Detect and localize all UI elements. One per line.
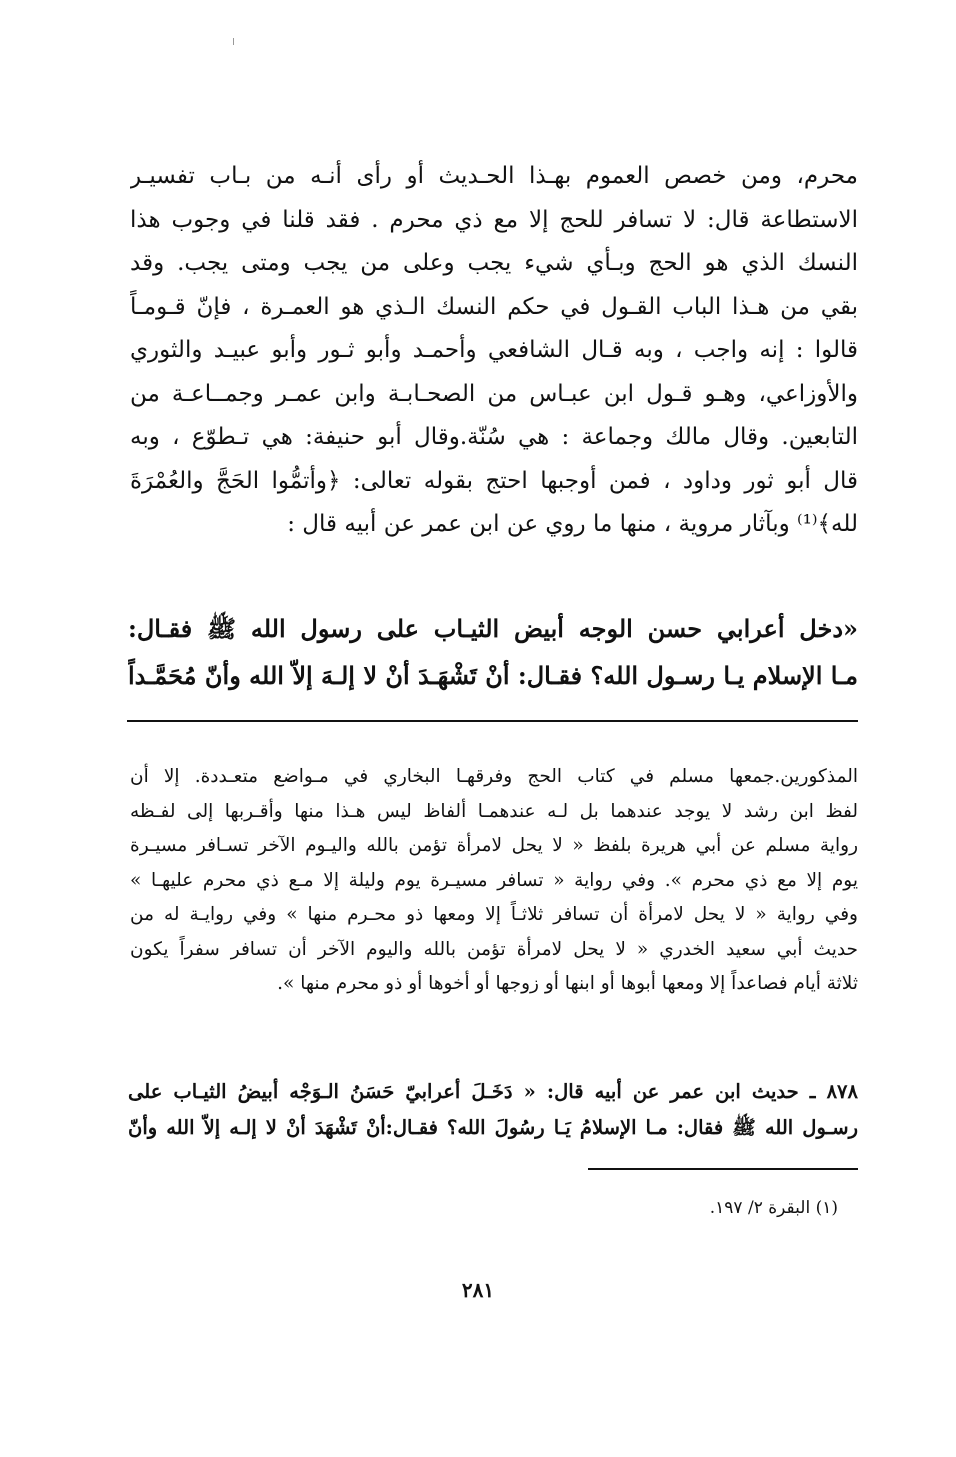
commentary-line: رواية مسلم عن أبي هريرة بلفظ « لا يحل لامرأة تؤمن بالله واليـوم الآخر تسـافر مسيـرة: [130, 835, 858, 856]
main-text-line: النسك الذي هو الحج وبـأي شيء يجب وعلى من يجب ومتى يجب. وقد: [130, 250, 858, 276]
hadith-quote-block: [128, 605, 858, 699]
main-text-line: محرم، ومن خصص العموم بهـذا الحـديث أو رأى أنـه من بـاب تفسيـر: [130, 163, 858, 189]
main-text-line: الاستطاعة قال: لا تسافر للحج إلا مع ذي محرم . فقد قلنا في وجوب هذا: [130, 206, 858, 233]
scan-mark: [233, 38, 234, 45]
hadith-line: «دخل أعرابي حسن الوجه أبيض الثيـاب على رسول الله ﷺ فقـال:: [128, 614, 858, 643]
page-number: ٢٨١: [461, 1278, 495, 1302]
commentary-line: يوم إلا مع ذي محرم ». وفي رواية « تسافر مسيـرة يوم وليلة إلا مـع ذي محرم عليهـا »: [130, 869, 858, 891]
main-text-line: بقي من هـذا الباب القـول في حكم النسك الـذي هو العمـرة ، فإنّ قـومـاً: [130, 293, 858, 320]
main-text-line: التابعين. وقال مالك وجماعة : هي سُنّة.وقال أبو حنيفة: هي تـطوّع ، وبه: [130, 424, 858, 450]
main-text-line: والأوزاعي، وهـو قـول ابن عبـاس من الصحـابـة وابن عمـر وجمــاعـة من: [130, 380, 858, 407]
main-text-line: لله﴾⁽¹⁾ وبآثار مروية ، منها ما روي عن ابن عمر عن أبيه قال :: [287, 511, 858, 537]
main-text-block: [130, 155, 858, 547]
hadith-line: مـا الإسلام يـا رسـول الله؟ فقـال: أنْ تَشْهَـدَ أنْ لا إلـهَ إلاّ الله وأنّ مُحَمَّـداً: [128, 661, 858, 690]
commentary-line: حديث أبي سعيد الخدري « لا يحل لامرأة تؤمن بالله واليوم الآخر أن تسافر سفراً يكون: [130, 938, 858, 960]
commentary-line: المذكورين.جمعها مسلم في كتاب الحج وفرقهـا البخاري في مـواضع متعـددة. إلا أن: [130, 766, 858, 787]
hadith-entry-line: ٨٧٨ ـ حديث ابن عمر عن أبيه قال: « دَخَـلَ أعرابيّ حَسَنُ الـوَجْه أبيضُ الثيـاب على: [128, 1080, 858, 1103]
commentary-line: لفظ ابن رشد لا يوجد عندهما بل لـه عندهمـا ألفاظ ليس هـذا منها وأقـربها إلى لفـظه: [130, 800, 858, 822]
hadith-entry-block: [128, 1074, 858, 1146]
footnote: (١) البقرة ٢/ ١٩٧.: [709, 1198, 838, 1218]
commentary-line: ثلاثة أيام فصاعداً إلا ومعها أبوها أو ابنها أو زوجها أو أخوها أو ذو محرم منها ».: [277, 973, 858, 994]
hadith-entry-line: رسـول الله ﷺ فقال: مـا الإسلامُ يَـا رسُولَ الله؟ فقـال:أنْ تَشْهَدَ أنْ لا إلـه إلاّ الله وأنّ: [128, 1116, 858, 1139]
main-text-line: قال أبو ثور وداود ، فمن أوجبها احتج بقوله تعالى: ﴿وأتمُّوا الحَجَّ والعُمْرَةَ: [130, 467, 858, 494]
section-divider: [127, 720, 858, 722]
commentary-block: [130, 760, 858, 1002]
commentary-line: وفي رواية « لا يحل لامرأة أن تسافر ثلاثـاً إلا ومعها ذو محـرم منها » وفي روايـة له من: [130, 904, 858, 925]
footnote-divider: [588, 1168, 858, 1170]
main-text-line: قالوا : إنه واجب ، وبه قـال الشافعي وأحمـد وأبو ثـور وأبو عبيـد والثوري: [130, 337, 858, 363]
